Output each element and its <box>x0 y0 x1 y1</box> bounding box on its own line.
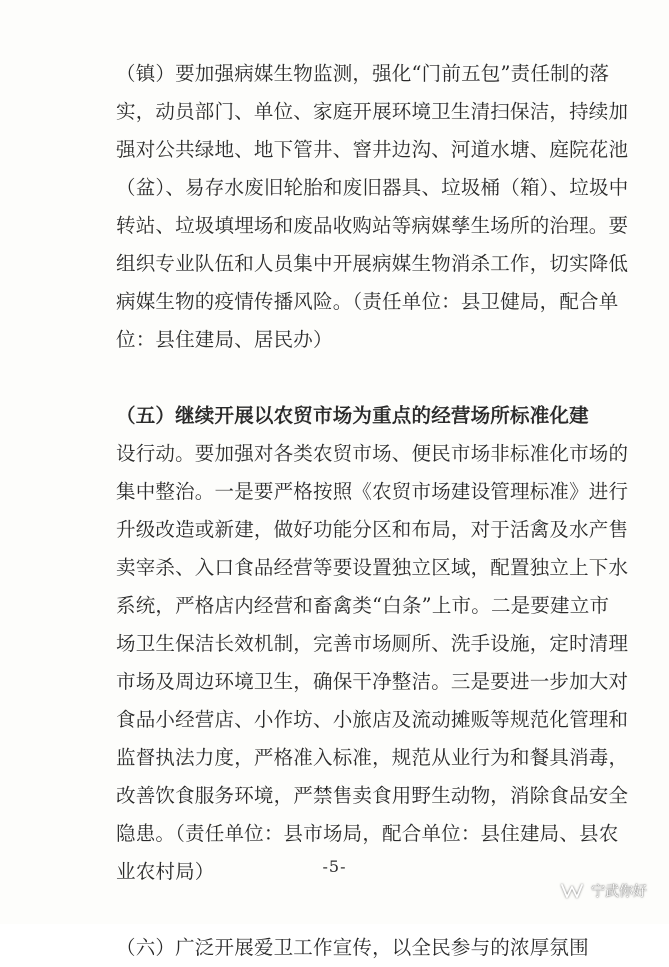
text-line: 系统，严格店内经营和畜禽类“白条”上市。二是要建立市 <box>116 594 610 617</box>
text-line: 实，动员部门、单位、家庭开展环境卫生清扫保洁，持续加 <box>116 100 629 123</box>
watermark <box>559 880 647 902</box>
text-line: 强对公共绿地、地下管井、窨井边沟、河道水塘、庭院花池 <box>116 138 629 161</box>
section-heading-5: （五）继续开展以农贸市场为重点的经营场所标准化建 <box>116 404 589 427</box>
text-line: 监督执法力度，严格准入标准，规范从业行为和餐具消毒， <box>116 746 629 769</box>
paragraph-spacer <box>116 359 584 397</box>
wechat-channel-icon <box>559 880 585 902</box>
text-line: 食品小经营店、小作坊、小旅店及流动摊贩等规范化管理和 <box>116 708 629 731</box>
paragraph-spacer <box>116 891 584 929</box>
text-line: （盆）、易存水废旧轮胎和废旧器具、垃圾桶（箱）、垃圾中 <box>116 176 629 199</box>
text-line: 病媒生物的疫情传播风险。（责任单位：县卫健局，配合单 <box>116 290 619 313</box>
watermark-label: 宁武你好 <box>591 884 647 900</box>
text-line: 改善饮食服务环境，严禁售卖食用野生动物，消除食品安全 <box>116 784 629 807</box>
text-line: 集中整治。一是要严格按照《农贸市场建设管理标准》进行 <box>116 480 629 503</box>
text-line: 转站、垃圾填埋场和废品收购站等病媒孳生场所的治理。要 <box>116 214 629 237</box>
text-line: （镇）要加强病媒生物监测，强化“门前五包”责任制的落 <box>116 62 610 85</box>
text-line: 业农村局） <box>116 860 215 883</box>
section-heading-6: （六）广泛开展爱卫工作宣传，以全民参与的浓厚氛围 <box>116 936 589 959</box>
text-line: 设行动。要加强对各类农贸市场、便民市场非标准化市场的 <box>116 442 629 465</box>
text-line: 位：县住建局、居民办） <box>116 328 333 351</box>
text-line: 组织专业队伍和人员集中开展病媒生物消杀工作，切实降低 <box>116 252 629 275</box>
text-line: 卖宰杀、入口食品经营等要设置独立区域，配置独立上下水 <box>116 556 629 579</box>
page-number: -5- <box>322 857 347 876</box>
text-line: 升级改造或新建，做好功能分区和布局，对于活禽及水产售 <box>116 518 629 541</box>
text-line: 场卫生保洁长效机制，完善市场厕所、洗手设施，定时清理 <box>116 632 629 655</box>
text-line: 市场及周边环境卫生，确保干净整洁。三是要进一步加大对 <box>116 670 629 693</box>
text-line: 隐患。（责任单位：县市场局，配合单位：县住建局、县农 <box>116 822 619 845</box>
